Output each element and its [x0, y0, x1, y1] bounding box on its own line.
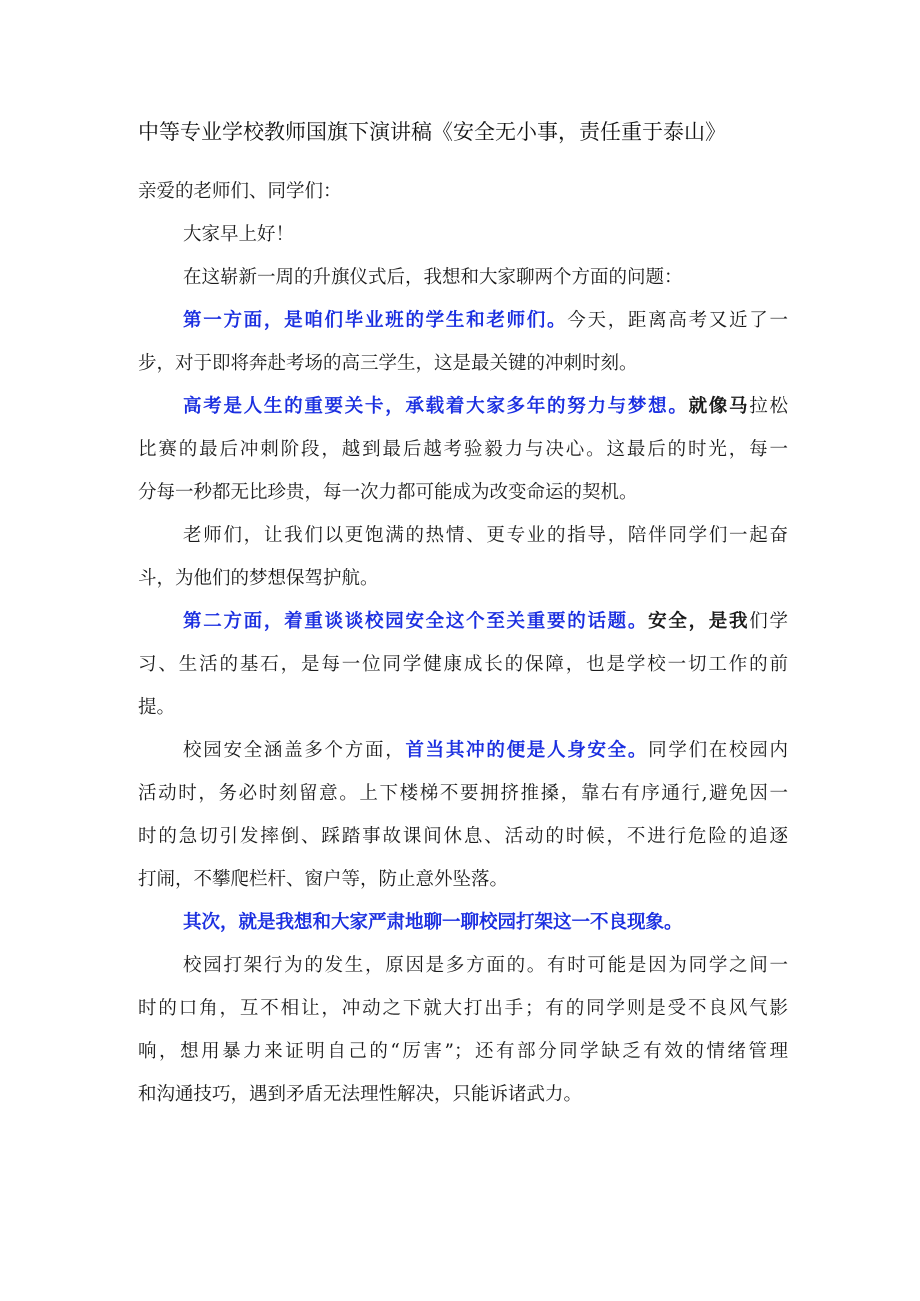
paragraph-5-line-3: 时的急切引发摔倒、踩踏事故课间休息、活动的时候，不进行危险的追逐 — [138, 826, 788, 847]
paragraph-4-line-1 — [138, 600, 788, 643]
paragraph-2-line-3: 分每一秒都无比珍贵，每一次力都可能成为改变命运的契机。 — [138, 482, 638, 503]
greeting: 亲爱的老师们、同学们： — [138, 181, 342, 202]
speech-body — [138, 170, 788, 1116]
morning-greeting: 大家早上好！ — [183, 224, 295, 245]
paragraph-2-line-2: 比赛的最后冲刺阶段，越到最后越考验毅力与决心。这最后的时光，每一 — [138, 439, 788, 460]
bold-text: 就像马 — [688, 396, 750, 417]
paragraph-3-line-2: 斗，为他们的梦想保驾护航。 — [138, 568, 379, 589]
paragraph-7-line-4: 和沟通技巧，遇到矛盾无法理性解决，只能诉诸武力。 — [138, 1084, 583, 1105]
paragraph-2-line-1 — [138, 385, 788, 428]
paragraph-3-line-1: 老师们，让我们以更饱满的热情、更专业的指导，陪伴同学们一起奋 — [183, 525, 788, 546]
highlight-text: 首当其冲的便是人身安全。 — [405, 740, 649, 761]
page-title: 中等专业学校教师国旗下演讲稿《安全无小事，责任重于泰山》 — [138, 120, 726, 144]
paragraph-7-line-1: 校园打架行为的发生，原因是多方面的。有时可能是因为同学之间一 — [183, 955, 788, 976]
paragraph-5-line-1 — [138, 729, 788, 772]
paragraph-1-line-2: 步，对于即将奔赴考场的高三学生，这是最关键的冲刺时刻。 — [138, 353, 638, 374]
intro-paragraph: 在这崭新一周的升旗仪式后，我想和大家聊两个方面的问题： — [183, 267, 683, 288]
paragraph-text: 们学 — [749, 611, 788, 632]
highlight-text: 其次，就是我想和大家严肃地聊一聊校园打架这一不良现象。 — [183, 912, 683, 933]
paragraph-4-line-2: 习、生活的基石，是每一位同学健康成长的保障，也是学校一切工作的前 — [138, 654, 788, 675]
paragraph-7-line-2: 时的口角，互不相让，冲动之下就大打出手；有的同学则是受不良风气影 — [138, 998, 788, 1019]
paragraph-text: 校园安全涵盖多个方面， — [183, 740, 406, 761]
bold-text: 安全，是我 — [648, 611, 750, 632]
highlight-text: 高考是人生的重要关卡，承载着大家多年的努力与梦想。 — [183, 396, 689, 417]
paragraph-5-line-4: 打闹，不攀爬栏杆、窗户等，防止意外坠落。 — [138, 869, 509, 890]
highlight-text: 第二方面，着重谈谈校园安全这个至关重要的话题。 — [183, 611, 649, 632]
paragraph-7-line-3: 响，想用暴力来证明自己的“厉害”；还有部分同学缺乏有效的情绪管理 — [138, 1041, 788, 1062]
paragraph-text: 同学们在校园内 — [648, 740, 788, 761]
paragraph-4-line-3: 提。 — [138, 697, 176, 718]
highlight-text: 第一方面，是咱们毕业班的学生和老师们。 — [183, 310, 568, 331]
paragraph-6-line-1 — [138, 901, 788, 944]
paragraph-5-line-2: 活动时，务必时刻留意。上下楼梯不要拥挤推搡，靠右有序通行,避免因一 — [138, 783, 788, 804]
paragraph-text: 拉松 — [749, 396, 788, 417]
paragraph-text: 今天，距离高考又近了一 — [567, 310, 788, 331]
paragraph-1-line-1 — [138, 299, 788, 342]
